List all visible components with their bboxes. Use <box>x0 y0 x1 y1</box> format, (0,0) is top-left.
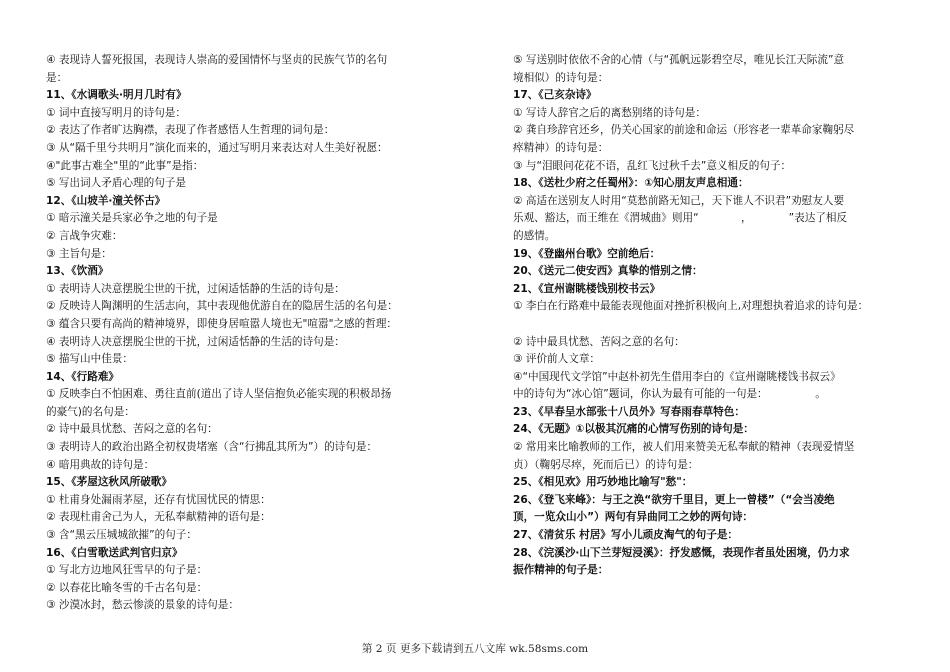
section-heading: 顶，一览众山小”）两句有异曲同工之妙的两句诗： <box>513 511 754 524</box>
question-line: 的豪气)的名句是： <box>46 405 135 418</box>
question-line: ② 言战争灾难： <box>46 229 123 242</box>
question-line: ① 杜甫身处漏雨茅屋，还存有忧国忧民的情思： <box>46 493 271 506</box>
section-heading: 13、《饮酒》 <box>46 265 109 278</box>
question-line: ② 表达了作者旷达胸襟，表现了作者感悟人生哲理的词句是： <box>46 124 335 137</box>
section-heading: 23、《早春呈水部张十八员外》写春雨春草特色： <box>513 405 745 418</box>
section-heading: 26、《登飞来峰》：与王之涣“欲穷千里目，更上一曾楼”（“会当凌绝 <box>513 493 835 506</box>
section-heading: 27、《清贫乐 村居》写小儿顽皮淘气的句子是： <box>513 529 739 542</box>
question-line: ③ 评价前人文章： <box>513 353 601 366</box>
question-line: ② 诗中最具忧愁、苦闷之意的名句： <box>513 335 685 348</box>
question-line <box>513 316 917 334</box>
question-line: 境相似）的诗句是： <box>513 71 609 84</box>
page-footer: 第 2 页 更多下载请到五八文库 wk.58sms.com <box>361 643 589 655</box>
section-heading: 28、《浣溪沙·山下兰芽短浸溪》：抒发感慨，表现作者虽处困境，仍力求 <box>513 546 850 559</box>
question-line: 瘁精神）的诗句是： <box>513 141 609 154</box>
question-line: ③ 主旨句是： <box>46 247 112 260</box>
section-heading: 17、《己亥杂诗》 <box>513 89 597 102</box>
section-heading: 25、《相见欢》用巧妙地比喻写"愁"： <box>513 476 693 489</box>
question-line: 乐观、豁达，而王维在《渭城曲》则用“ ， ”表达了相反 <box>513 212 848 225</box>
question-line: 是： <box>46 71 68 84</box>
question-line: ② 诗中最具忧愁、苦闷之意的名句： <box>46 423 218 436</box>
section-heading: 11、《水调歌头·明月几时有》 <box>46 89 187 102</box>
section-heading: 20、《送元二使安西》真挚的惜别之情： <box>513 265 703 278</box>
section-heading: 18、《送杜少府之任蜀州》：①知心朋友声息相通： <box>513 177 749 190</box>
section-heading: 24、《无题》①以极其沉痛的心情写伤别的诗句是： <box>513 423 754 436</box>
question-line: ④ 表明诗人决意摆脱尘世的干扰，过闲适恬静的生活的诗句是： <box>46 335 345 348</box>
question-line: ③ 蕴含只要有高尚的精神境界，即使身居喧嚣人境也无"喧嚣"之感的哲理： <box>46 317 398 330</box>
question-line: ③ 从“隔千里兮共明月”演化而来的，通过写明月来表达对人生美好祝愿： <box>46 141 388 154</box>
section-heading: 15、《茅屋这秋风所破歌》 <box>46 476 172 489</box>
question-line: ② 高适在送别友人时用“莫愁前路无知己，天下谁人不识君”劝慰友人要 <box>513 194 845 207</box>
question-line: ⑤ 描写山中佳景： <box>46 353 134 366</box>
question-line: ① 表明诗人决意摆脱尘世的干扰，过闲适恬静的生活的诗句是： <box>46 282 345 295</box>
question-line: ④ 暗用典故的诗句是： <box>46 458 155 471</box>
question-line: ④ 表现诗人誓死报国，表现诗人崇高的爱国情怀与坚贞的民族气节的名句 <box>46 54 388 66</box>
question-line: ③ 含“黑云压城城欲摧”的句子： <box>46 529 197 542</box>
question-line: ① 李白在行路难中最能表现他面对挫折积极向上,对理想执着追求的诗句是： <box>513 300 869 313</box>
question-line: ④“中国现代文学馆”中赵朴初先生借用李白的《宣州谢眺楼饯书叔云》 <box>513 370 841 383</box>
question-line: 中的诗句为“冰心馆”题词，你认为最有可能的一句是： 。 <box>513 388 826 401</box>
question-line: ① 词中直接写明月的诗句是： <box>46 106 186 119</box>
question-line: ⑤ 写送别时依依不舍的心情（与“孤帆远影碧空尽，唯见长江天际流”意 <box>513 54 845 66</box>
question-line: ① 反映李白不怕困难、勇往直前(道出了诗人坚信抱负必能实现的积极昂扬 <box>46 388 392 401</box>
question-line: 的感情。 <box>513 229 556 242</box>
section-heading: 振作精神的句子是： <box>513 564 609 577</box>
section-heading: 12、《山坡羊·潼关怀古》 <box>46 194 166 207</box>
question-line: ① 写北方边地风狂雪早的句子是： <box>46 564 208 577</box>
right-column <box>513 52 917 580</box>
question-line: ① 写诗人辞官之后的离愁别绪的诗句是： <box>513 106 706 119</box>
question-line: ① 暗示潼关是兵家必争之地的句子是 <box>46 212 218 225</box>
question-line: ② 常用来比喻教师的工作，被人们用来赞美无私奉献的精神（表现爱情坚 <box>513 441 855 454</box>
question-line: ⑤ 写出词人矛盾心理的句子是 <box>46 177 186 190</box>
section-heading: 16、《白雪歌送武判官归京》 <box>46 546 183 559</box>
question-line: ③ 沙漠冰封，愁云惨淡的景象的诗句是： <box>46 599 239 612</box>
question-line: ② 以春花比喻冬雪的千古名句是： <box>46 581 208 594</box>
question-line: ② 反映诗人陶渊明的生活志向，其中表现他优游自在的隐居生活的名句是： <box>46 300 398 313</box>
question-line: ④"此事古难全"里的“此事”是指： <box>46 159 204 172</box>
question-line: ③ 与“泪眼问花花不语，乱红飞过秋千去”意义相反的句子： <box>513 159 792 172</box>
question-line: ② 龚自珍辞官还乡，仍关心国家的前途和命运（形容老一辈革命家鞠躬尽 <box>513 124 855 137</box>
left-column <box>46 52 460 615</box>
section-heading: 21、《宣州谢眺楼饯别校书云》 <box>513 282 661 295</box>
question-line: ② 表现杜甫舍己为人，无私奉献精神的语句是： <box>46 511 271 524</box>
question-line: ③ 表明诗人的政治出路全初权贵堵塞（含“行拂乱其所为”）的诗句是： <box>46 441 378 454</box>
section-heading: 19、《登幽州台歌》空前绝后： <box>513 247 661 260</box>
question-line: 贞）（鞠躬尽瘁，死而后已）的诗句是： <box>513 458 699 471</box>
section-heading: 14、《行路难》 <box>46 370 120 383</box>
